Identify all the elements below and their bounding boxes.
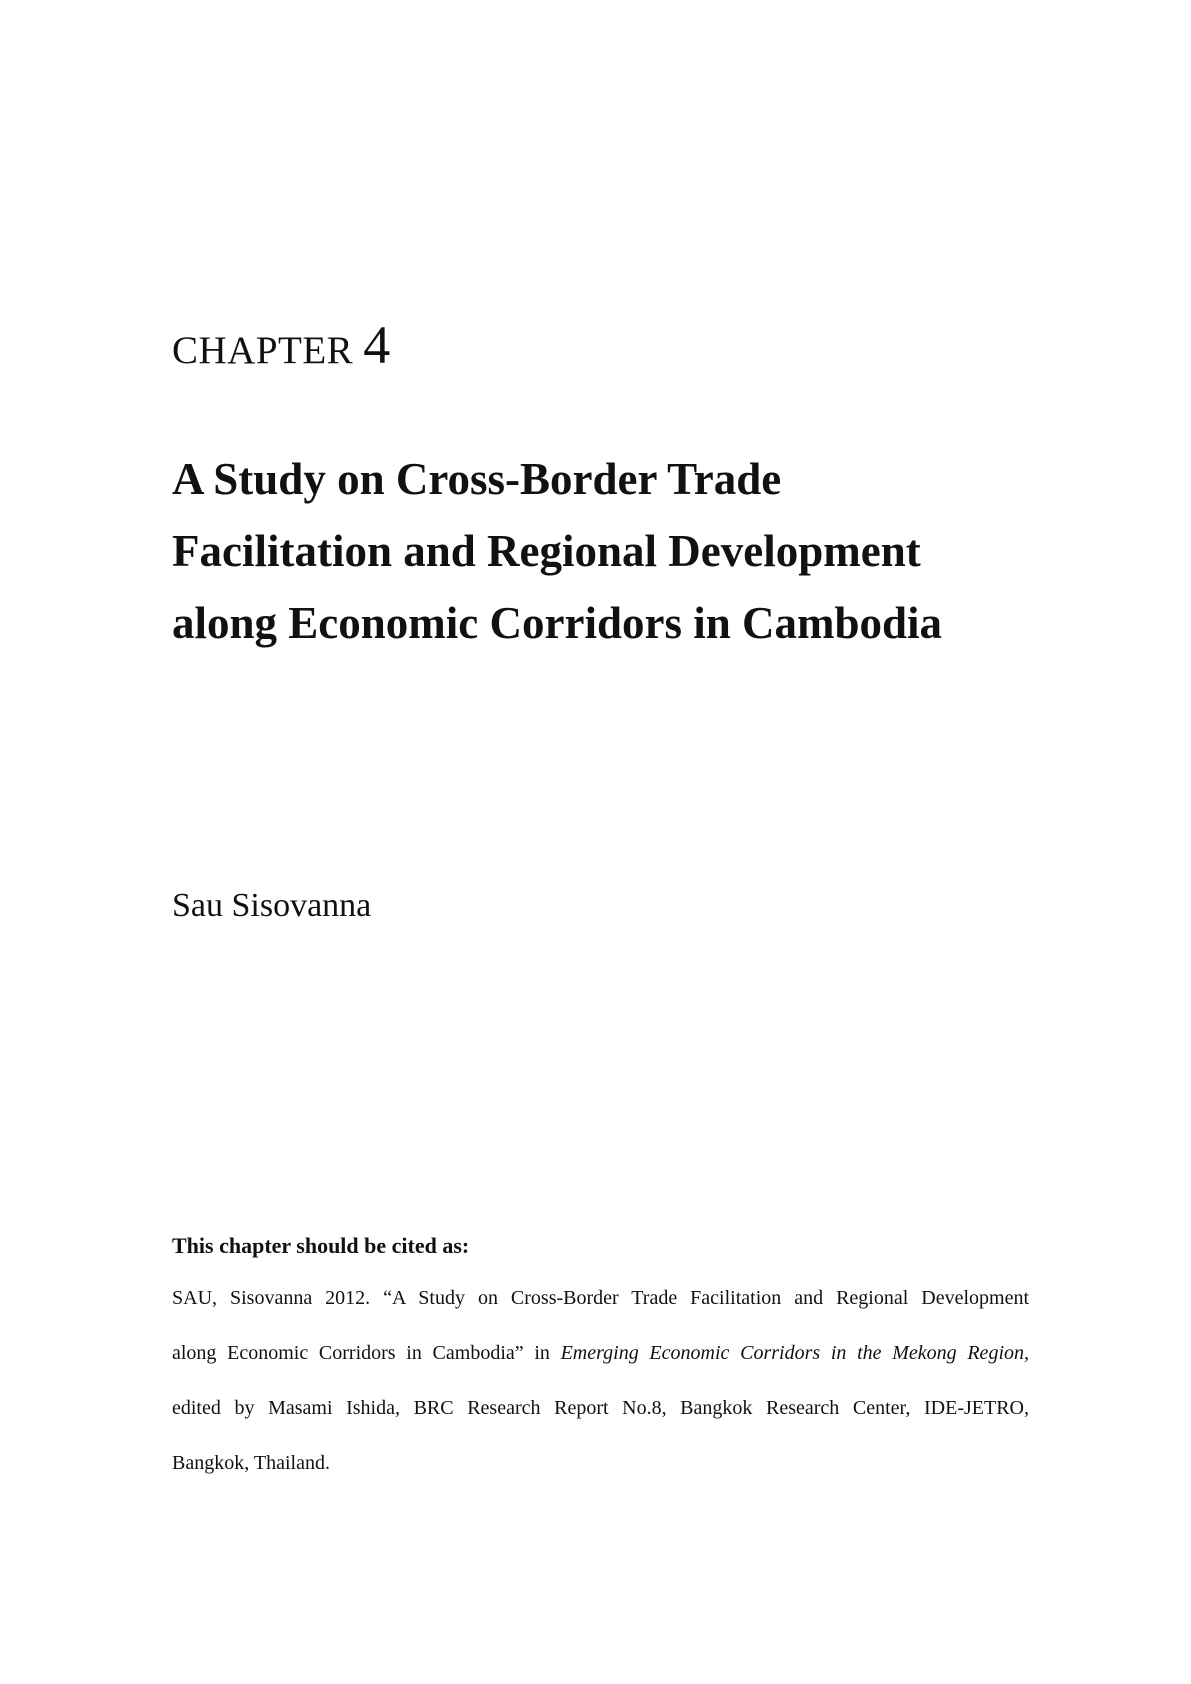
author-name: Sau Sisovanna <box>172 887 372 924</box>
chapter-title-line: A Study on Cross-Border Trade <box>172 454 782 504</box>
citation-line: Bangkok, Thailand. <box>172 1452 330 1474</box>
citation-chapter-title-end: along Economic Corridors in Cambodia” in <box>172 1342 561 1364</box>
citation-text <box>172 1283 1029 1503</box>
citation-book-title: Emerging Economic Corridors in the Mekong Region, <box>560 1342 1029 1364</box>
citation-line: edited by Masami Ishida, BRC Research Report No.8, Bangkok Research Center, IDE-JETRO, <box>172 1397 1029 1419</box>
citation-line: SAU, Sisovanna 2012. “A Study on Cross-Border Trade Facilitation and Regional Development <box>172 1287 1029 1309</box>
chapter-title <box>172 443 1072 659</box>
chapter-heading <box>172 315 391 375</box>
chapter-title-line: along Economic Corridors in Cambodia <box>172 598 943 648</box>
chapter-title-line: Facilitation and Regional Development <box>172 526 921 576</box>
citation-heading: This chapter should be cited as: <box>172 1233 470 1258</box>
citation-line <box>172 1338 1029 1393</box>
chapter-number: 4 <box>363 315 391 375</box>
chapter-label: CHAPTER <box>172 329 354 372</box>
